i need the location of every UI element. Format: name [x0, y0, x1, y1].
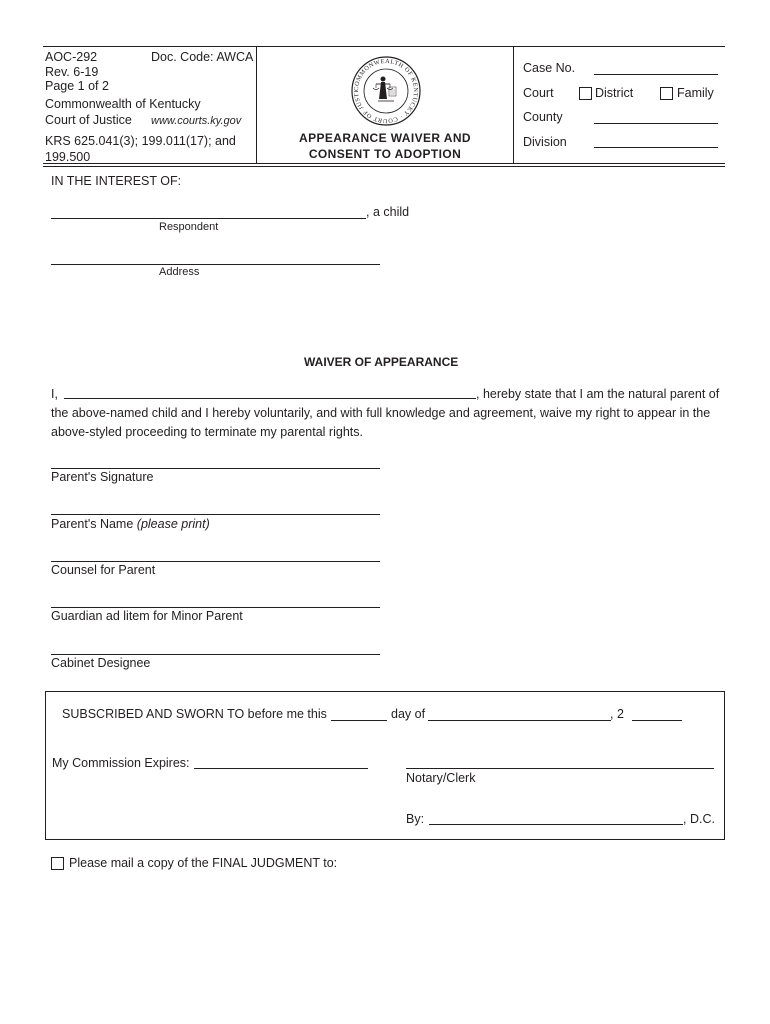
county-label: County — [523, 110, 563, 124]
header-bottom-rule-2 — [43, 166, 725, 167]
guardian-label: Guardian ad litem for Minor Parent — [51, 609, 243, 623]
day-of-label: day of — [391, 707, 426, 721]
guardian-field[interactable] — [51, 607, 380, 608]
form-revision: Rev. 6-19 — [45, 65, 99, 79]
family-label: Family — [677, 86, 714, 100]
notary-clerk-label: Notary/Clerk — [406, 771, 476, 785]
court-seal — [350, 55, 422, 127]
sworn-prefix: SUBSCRIBED AND SWORN TO before me this — [62, 707, 327, 721]
court-label: Court — [523, 86, 554, 100]
seal-icon — [350, 55, 422, 127]
doc-code: Doc. Code: AWCA — [151, 50, 254, 64]
counsel-label: Counsel for Parent — [51, 563, 156, 577]
parent-name-note: (please print) — [136, 517, 210, 531]
waiver-i: I, — [51, 387, 58, 401]
respondent-label: Respondent — [159, 221, 219, 233]
mail-copy-checkbox[interactable] — [51, 857, 64, 870]
parent-name-field[interactable] — [51, 514, 380, 515]
case-no-label: Case No. — [523, 61, 576, 75]
parent-signature-field[interactable] — [51, 468, 380, 469]
year-prefix: , 2 — [610, 707, 624, 721]
header-top-rule — [43, 46, 725, 47]
court-website: www.courts.ky.gov — [151, 115, 242, 127]
header-divider-left — [256, 46, 257, 163]
case-no-field[interactable] — [594, 74, 718, 75]
county-field[interactable] — [594, 123, 718, 124]
seal-text: COMMONWEALTH OF KENTUCKY · COURT OF JUSTI — [352, 57, 420, 125]
commission-field[interactable] — [194, 768, 368, 769]
notary-signature-field[interactable] — [406, 768, 714, 769]
mail-copy-label: Please mail a copy of the FINAL JUDGMENT to: — [69, 856, 338, 870]
header-divider-right — [513, 46, 514, 163]
address-label: Address — [159, 266, 200, 278]
waiver-line-1-suffix: , hereby state that I am the natural parent of — [476, 387, 720, 401]
cabinet-field[interactable] — [51, 654, 380, 655]
district-label: District — [595, 86, 634, 100]
waiver-line-2: the above-named child and I hereby voluntarily, and with full knowledge and agreement, waive my right to appear in the — [51, 406, 711, 420]
interest-heading: IN THE INTEREST OF: — [51, 174, 182, 188]
sworn-day-field[interactable] — [331, 720, 387, 721]
division-label: Division — [523, 135, 567, 149]
commission-label: My Commission Expires: — [52, 756, 190, 770]
cabinet-label: Cabinet Designee — [51, 656, 151, 670]
page-number: Page 1 of 2 — [45, 79, 109, 93]
parent-name-label-text: Parent's Name — [51, 517, 134, 531]
state-name: Commonwealth of Kentucky — [45, 97, 201, 111]
deputy-clerk-field[interactable] — [429, 824, 683, 825]
child-suffix: , a child — [366, 205, 410, 219]
division-field[interactable] — [594, 147, 718, 148]
form-title-line-1: APPEARANCE WAIVER AND — [299, 131, 471, 145]
form-title-line-2: CONSENT TO ADOPTION — [308, 147, 462, 161]
court-name: Court of Justice — [45, 113, 132, 127]
dc-label: , D.C. — [683, 812, 715, 826]
by-label: By: — [406, 812, 425, 826]
waiver-heading: WAIVER OF APPEARANCE — [304, 355, 459, 369]
address-field[interactable] — [51, 264, 380, 265]
parent-name-label — [51, 517, 210, 531]
counsel-field[interactable] — [51, 561, 380, 562]
statute-line-1: KRS 625.041(3); 199.011(17); and — [45, 134, 236, 148]
sworn-month-field[interactable] — [428, 720, 611, 721]
parent-name-inline-field[interactable] — [64, 398, 476, 399]
parent-signature-label: Parent's Signature — [51, 470, 154, 484]
sworn-year-field[interactable] — [632, 720, 682, 721]
district-checkbox[interactable] — [579, 87, 592, 100]
statute-line-2: 199.500 — [45, 150, 91, 164]
form-number: AOC-292 — [45, 50, 98, 64]
header-bottom-rule — [43, 163, 725, 164]
waiver-line-3: above-styled proceeding to terminate my parental rights. — [51, 425, 363, 439]
family-checkbox[interactable] — [660, 87, 673, 100]
respondent-field[interactable] — [51, 218, 366, 219]
